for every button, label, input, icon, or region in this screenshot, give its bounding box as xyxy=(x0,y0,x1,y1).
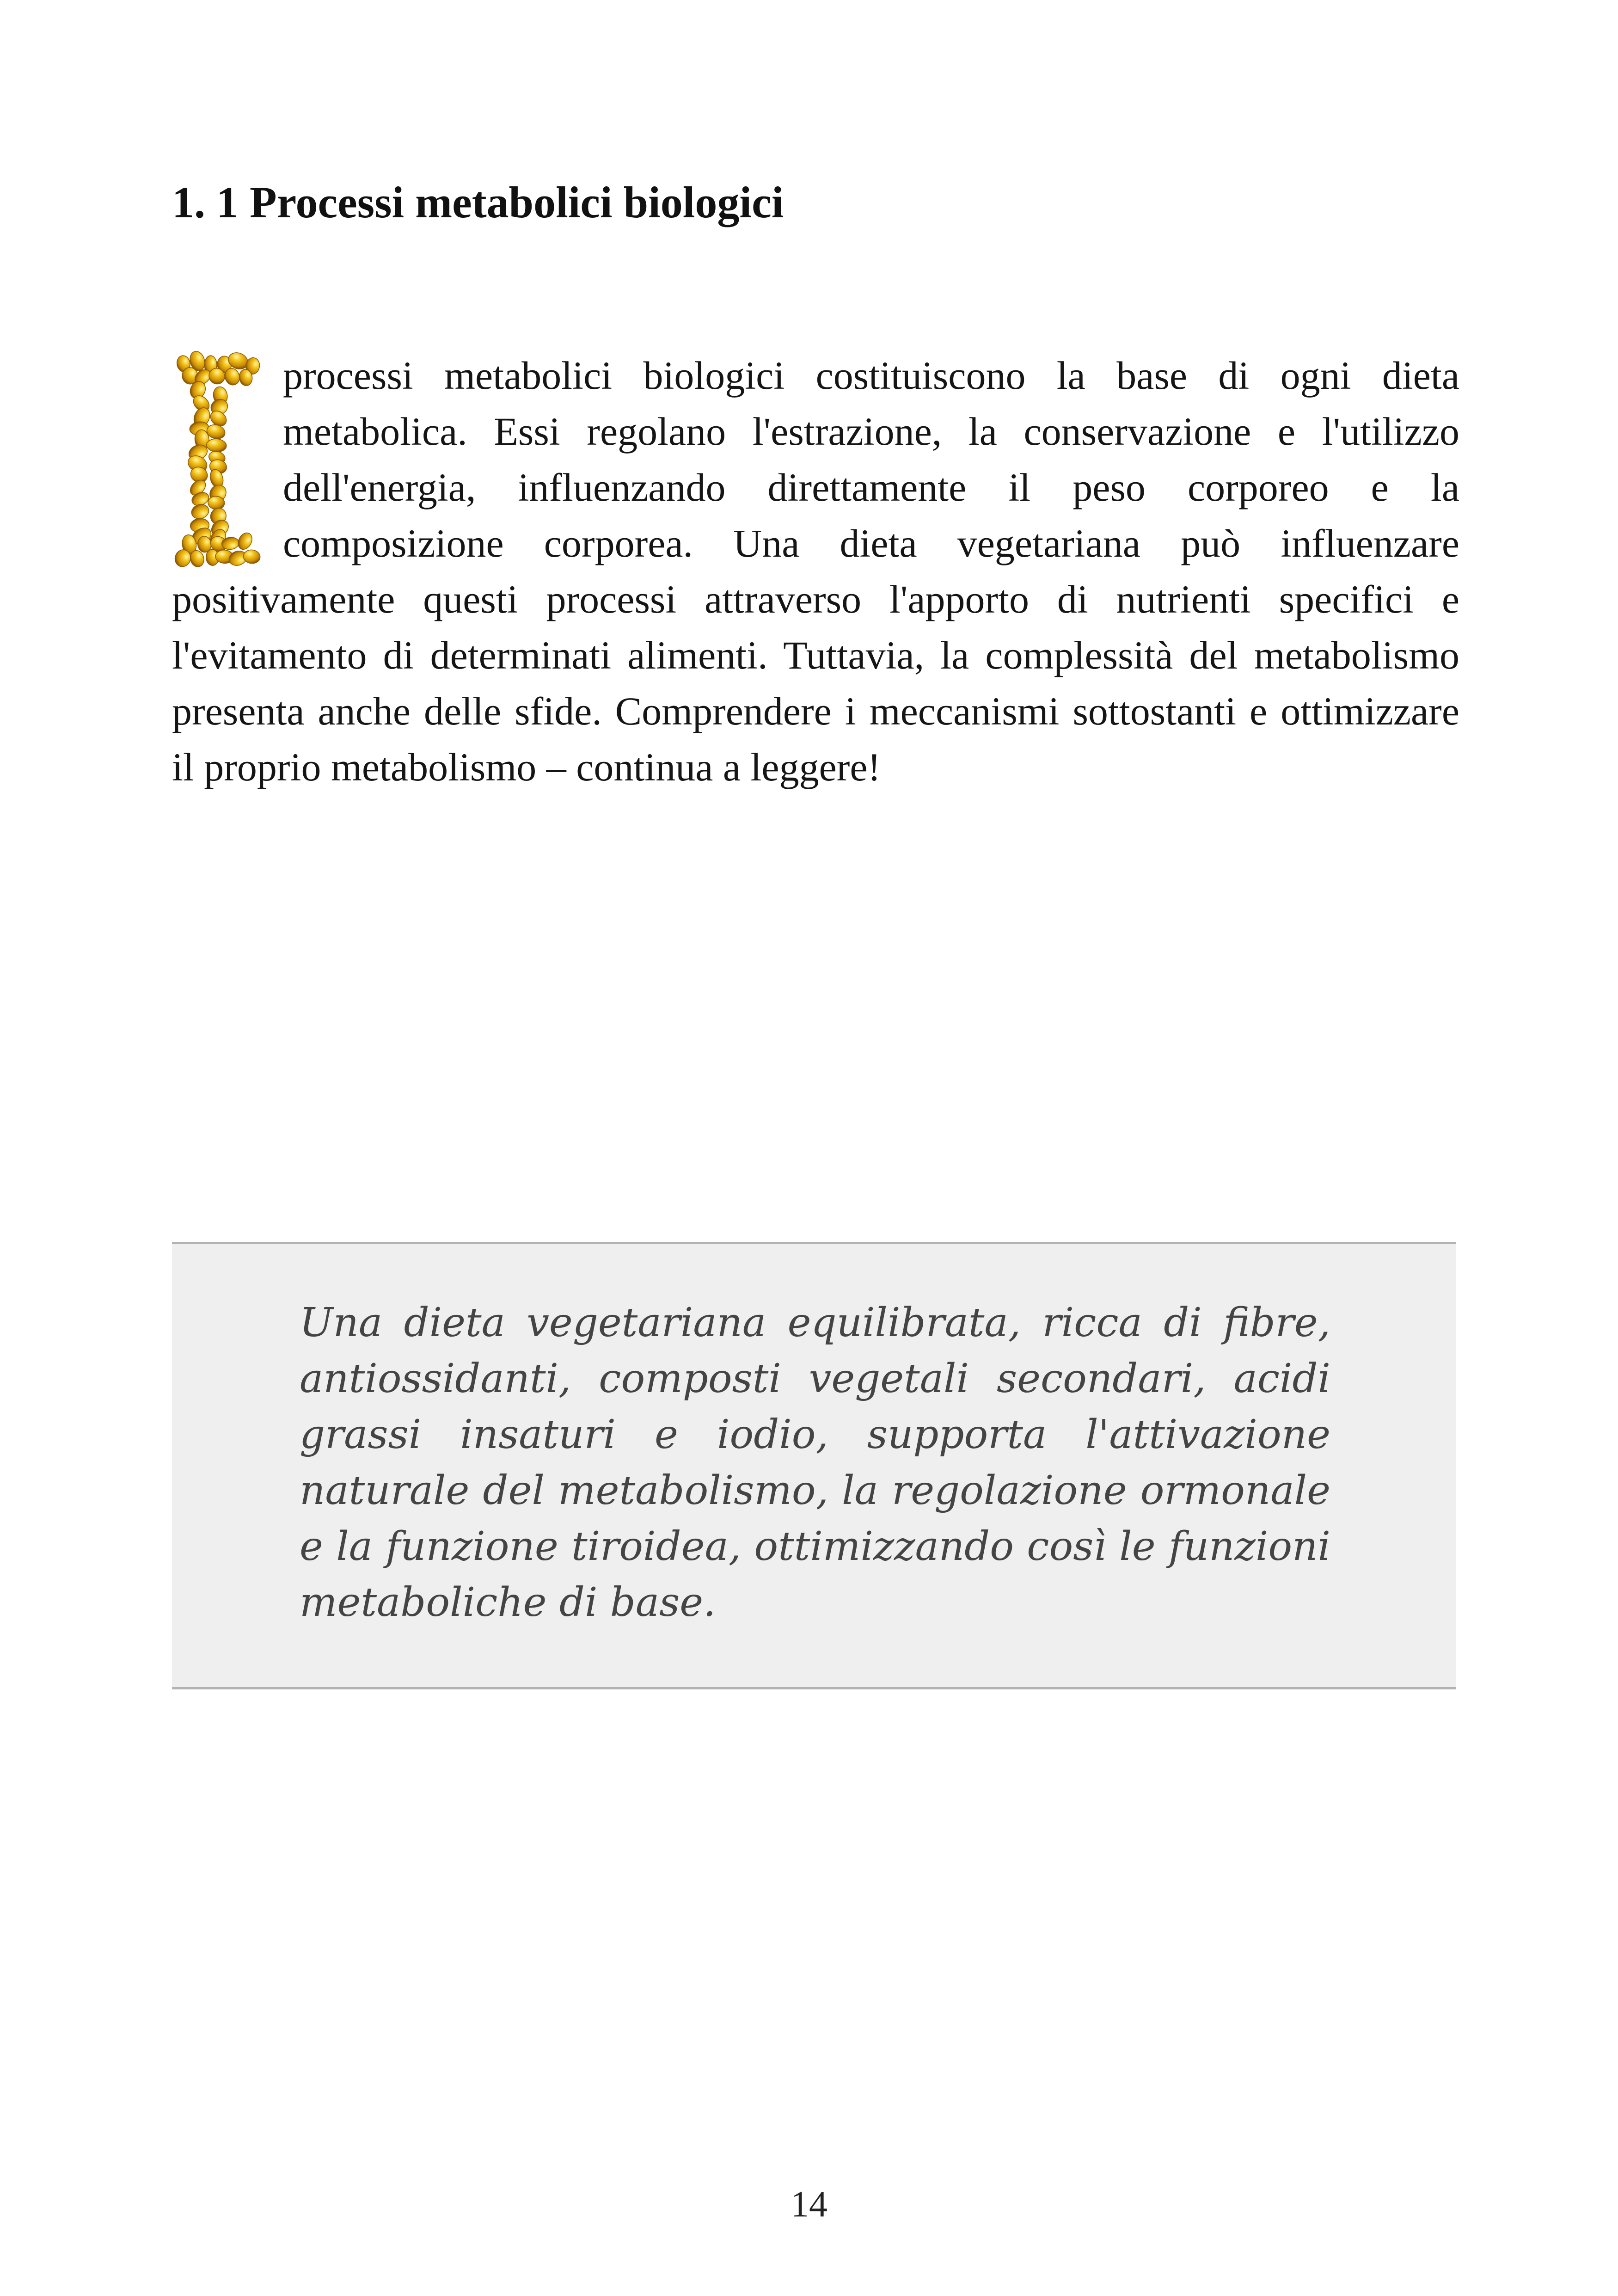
page-number: 14 xyxy=(791,2184,827,2225)
intro-body-text: processi metabolici biologici costituiscono la base di ogni dieta metabolica. Essi regolano l'estrazione, la conservazione e l'utilizzo dell'energia, influenzando direttamente il peso corporeo e la composizione corporea. Una dieta vegetariana può influenzare positivamente questi processi attraverso l'apporto di nutrienti specifici e l'evitamento di determinati alimenti. Tuttavia, la complessità del metabolismo presenta anche delle sfide. Comprendere i meccanismi sottostanti e ottimizzare il proprio metabolismo – continua a leggere! xyxy=(172,353,1459,789)
callout-box xyxy=(172,1242,1456,1689)
seed xyxy=(243,549,261,565)
callout-text: Una dieta vegetariana equilibrata, ricca di fibre, antiossidanti, composti vegetali secondari, acidi grassi insaturi e iodio, supporta l'attivazione naturale del metabolismo, la regolazione ormonale e la funzione tiroidea, ottimizzando così le funzioni metaboliche di base. xyxy=(300,1300,1330,1626)
section-heading: 1. 1 Processi metabolici biologici xyxy=(172,178,784,227)
dropcap-letter-i xyxy=(172,350,264,568)
intro-paragraph xyxy=(172,348,1459,795)
seed xyxy=(190,502,210,521)
seed xyxy=(206,438,227,453)
seed-letter-icon xyxy=(172,350,264,568)
seed xyxy=(235,530,255,552)
